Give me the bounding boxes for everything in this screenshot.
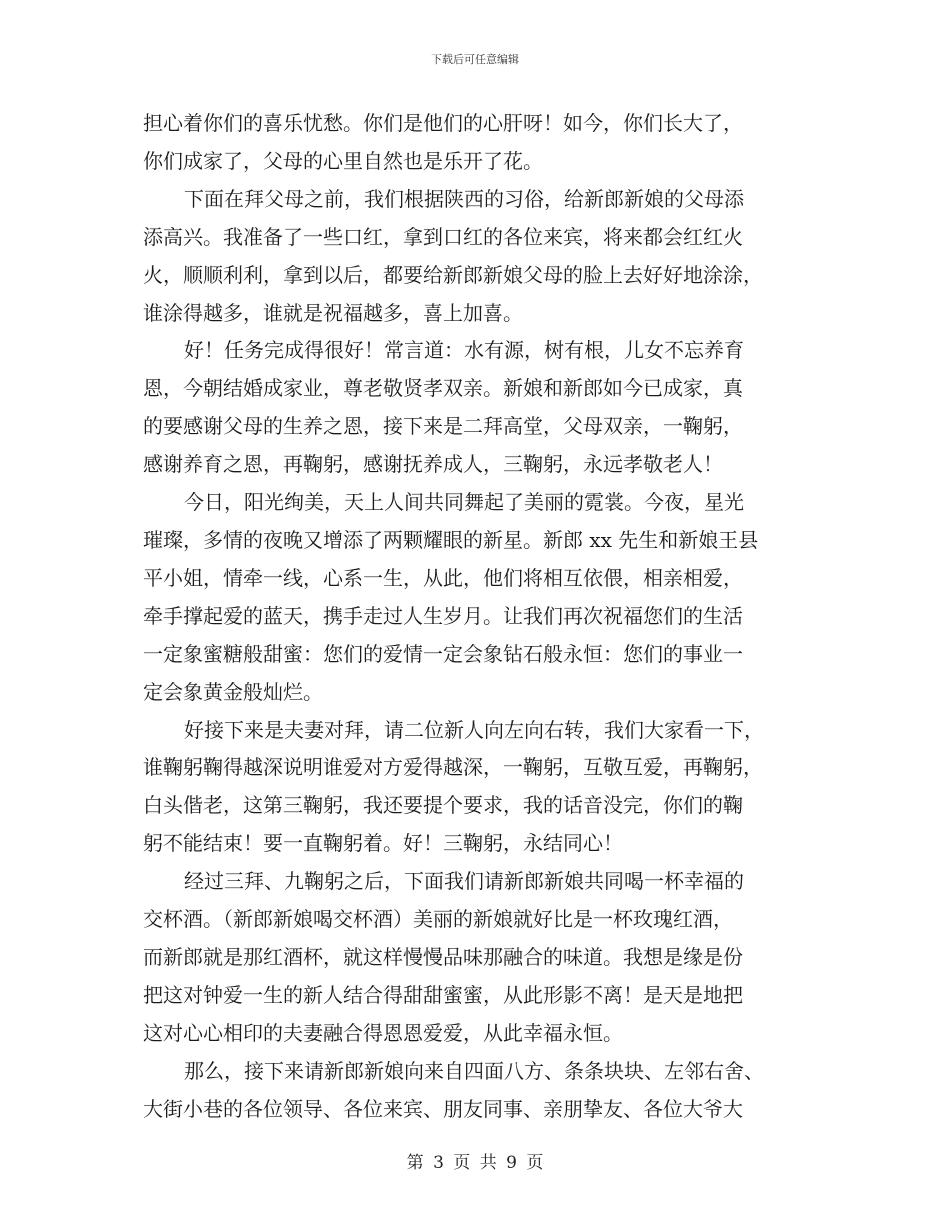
text-line: 躬不能结束！要一直鞠躬着。好！三鞠躬，永结同心！ (143, 831, 623, 856)
text-line: 谁鞠躬鞠得越深说明谁爱对方爱得越深，一鞠躬，互敬互爱，再鞠躬， (143, 755, 763, 780)
paragraph-7 (143, 1053, 808, 1129)
text-line: 下面在拜父母之前，我们根据陕西的习俗，给新郎新娘的父母添 (184, 186, 744, 211)
text-line: 大街小巷的各位领导、各位来宾、朋友同事、亲朋挚友、各位大爷大 (143, 1096, 743, 1121)
text-line: 把这对钟爱一生的新人结合得甜甜蜜蜜，从此形影不离！是天是地把 (143, 982, 743, 1007)
paragraph-6 (143, 863, 808, 1053)
text-line: 担心着你们的喜乐忧愁。你们是他们的心肝呀！如今，你们长大了， (143, 111, 743, 135)
paragraph-5 (143, 712, 808, 864)
paragraph-2 (143, 181, 808, 333)
text-line: 白头偕老，这第三鞠躬，我还要提个要求，我的话音没完，你们的鞠 (143, 793, 743, 818)
text-line: 定会象黄金般灿烂。 (143, 679, 323, 704)
text-line: 牵手撑起爱的蓝天，携手走过人生岁月。让我们再次祝福您们的生活 (143, 603, 743, 628)
text-line: 一定象蜜糖般甜蜜：您们的爱情一定会象钻石般永恒：您们的事业一 (143, 641, 743, 666)
text-line: 火，顺顺利利，拿到以后，都要给新郎新娘父母的脸上去好好地涂涂， (143, 262, 763, 287)
text-line: 好！任务完成得很好！常言道：水有源，树有根，儿女不忘养育 (184, 338, 744, 363)
document-body (143, 105, 808, 1128)
text-line: 今日，阳光绚美，天上人间共同舞起了美丽的霓裳。今夜，星光 (184, 490, 744, 515)
text-line: 你们成家了，父母的心里自然也是乐开了花。 (143, 148, 543, 173)
text-line: 那么，接下来请新郎新娘向来自四面八方、条条块块、左邻右舍、 (184, 1058, 764, 1083)
page-number-footer: 第 3 页 共 9 页 (406, 1153, 544, 1173)
text-line: 平小姐，情牵一线，心系一生，从此，他们将相互依偎，相亲相爱， (143, 565, 743, 590)
text-line: 璀璨，多情的夜晚又增添了两颗耀眼的新星。新郎 xx 先生和新娘王县 (143, 527, 759, 552)
text-line: 经过三拜、九鞠躬之后，下面我们请新郎新娘共同喝一杯幸福的 (184, 869, 744, 894)
text-line: 恩，今朝结婚成家业，尊老敬贤孝双亲。新娘和新郎如今已成家，真 (143, 376, 743, 401)
text-line: 而新郎就是那红酒杯，就这样慢慢品味那融合的味道。我想是缘是份 (143, 944, 743, 969)
text-line: 交杯酒。（新郎新娘喝交杯酒）美丽的新娘就好比是一杯玫瑰红酒， (143, 907, 733, 932)
text-line: 添高兴。我准备了一些口红，拿到口红的各位来宾，将来都会红红火 (143, 224, 743, 249)
paragraph-3 (143, 332, 808, 484)
paragraph-1 (143, 105, 808, 181)
text-line: 好接下来是夫妻对拜，请二位新人向左向右转，我们大家看一下， (184, 717, 764, 742)
paragraph-4 (143, 484, 808, 711)
page-header: 下载后可任意编辑 (431, 53, 519, 66)
text-line: 的要感谢父母的生养之恩，接下来是二拜高堂，父母双亲，一鞠躬， (143, 414, 743, 439)
text-line: 这对心心相印的夫妻融合得恩恩爱爱，从此幸福永恒。 (143, 1020, 623, 1045)
text-line: 感谢养育之恩，再鞠躬，感谢抚养成人，三鞠躬，永远孝敬老人！ (143, 452, 723, 477)
text-line: 谁涂得越多，谁就是祝福越多，喜上加喜。 (143, 300, 523, 325)
